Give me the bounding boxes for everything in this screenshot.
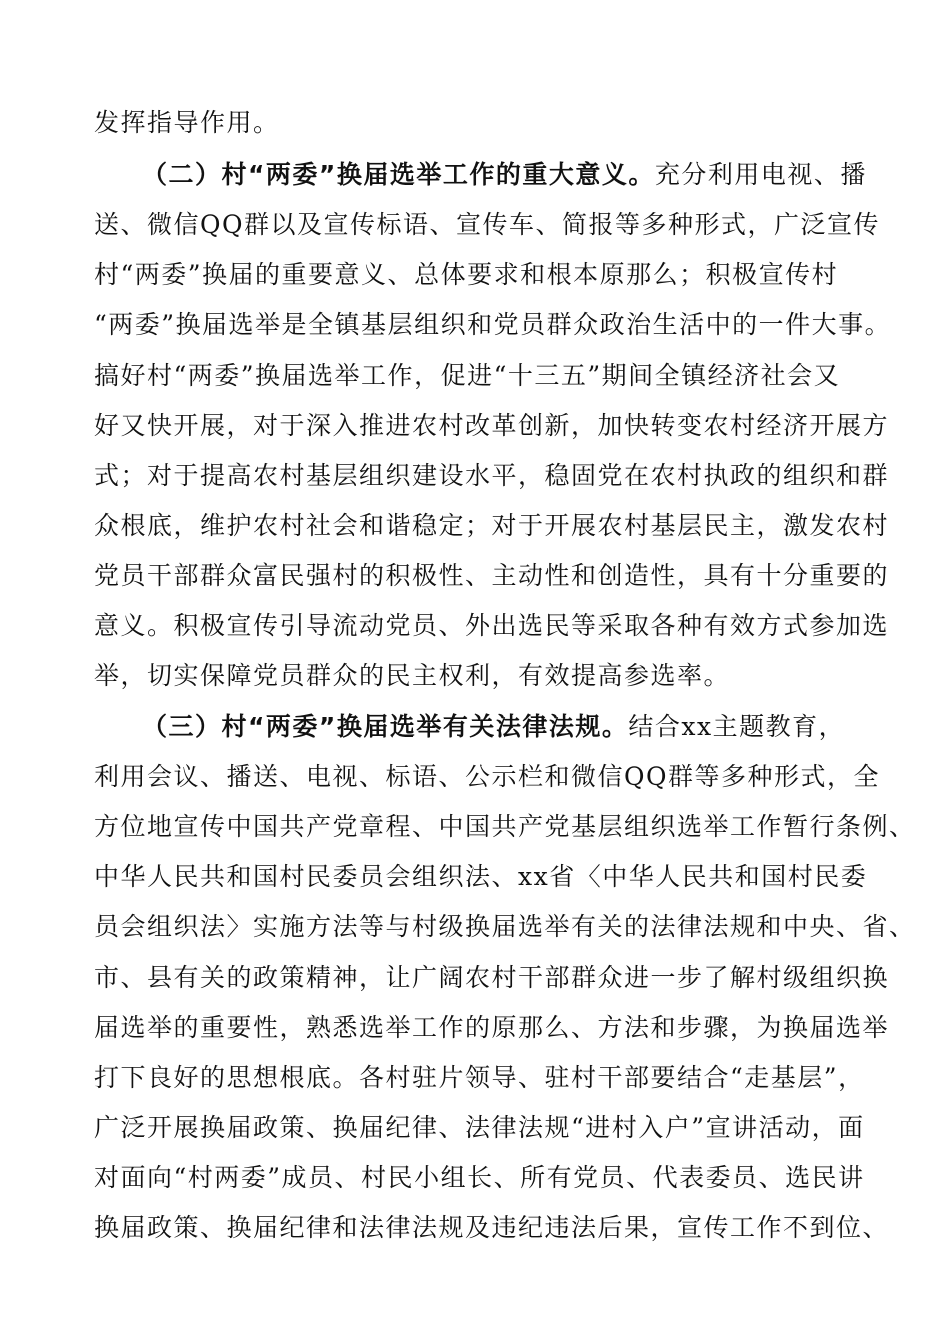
text-line: 搞好村“两委”换届选举工作，促进“十三五”期间全镇经济社会又 [94,361,841,390]
text-line: “两委”换届选举是全镇基层组织和党员群众政治生活中的一件大事。 [94,310,892,339]
text-line: 员会组织法〉实施方法等与村级换届选举有关的法律法规和中央、省、 [94,912,916,941]
text-line: 党员干部群众富民强村的积极性、主动性和创造性，具有十分重要的 [94,561,890,590]
text-line: 众根底，维护农村社会和谐稳定；对于开展农村基层民主，激发农村 [94,511,890,540]
text-line: 换届政策、换届纪律和法律法规及违纪违法后果，宣传工作不到位、 [94,1213,890,1242]
text-line: 举，切实保障党员群众的民主权利，有效提高参选率。 [94,661,731,690]
text-line: 方位地宣传中国共产党章程、中国共产党基层组织选举工作暂行条例、 [94,812,916,841]
text-line: 送、微信QQ群以及宣传标语、宣传车、简报等多种形式，广泛宣传 [94,210,880,239]
text-line: 对面向“村两委”成员、村民小组长、所有党员、代表委员、选民讲 [94,1163,865,1192]
text-line: 发挥指导作用。 [94,108,280,137]
section-heading-line: （二）村“两委”换届选举工作的重大意义。充分利用电视、播 [142,160,867,189]
text-line: 意义。积极宣传引导流动党员、外出选民等采取各种有效方式参加选 [94,611,890,640]
section-heading: （二）村“两委”换届选举工作的重大意义。 [142,160,655,189]
text-line: 村“两委”换届的重要意义、总体要求和根本原那么；积极宣传村 [94,260,839,289]
section-heading-line: （三）村“两委”换届选举有关法律法规。结合xx主题教育， [142,712,846,741]
text-line: 式；对于提高农村基层组织建设水平，稳固党在农村执政的组织和群 [94,461,890,490]
section-heading: （三）村“两委”换届选举有关法律法规。 [142,712,629,741]
text-line: 中华人民共和国村民委员会组织法、xx省〈中华人民共和国村民委 [94,862,868,891]
text-line: 打下良好的思想根底。各村驻片领导、驻村干部要结合“走基层”， [94,1063,865,1092]
text-line: 届选举的重要性，熟悉选举工作的原那么、方法和步骤，为换届选举 [94,1013,890,1042]
text-line: 好又快开展，对于深入推进农村改革创新，加快转变农村经济开展方 [94,411,890,440]
text-line: 广泛开展换届政策、换届纪律、法律法规“进村入户”宣讲活动，面 [94,1113,865,1142]
text-line: 市、县有关的政策精神，让广阔农村干部群众进一步了解村级组织换 [94,963,890,992]
text-line: 利用会议、播送、电视、标语、公示栏和微信QQ群等多种形式，全 [94,762,880,791]
